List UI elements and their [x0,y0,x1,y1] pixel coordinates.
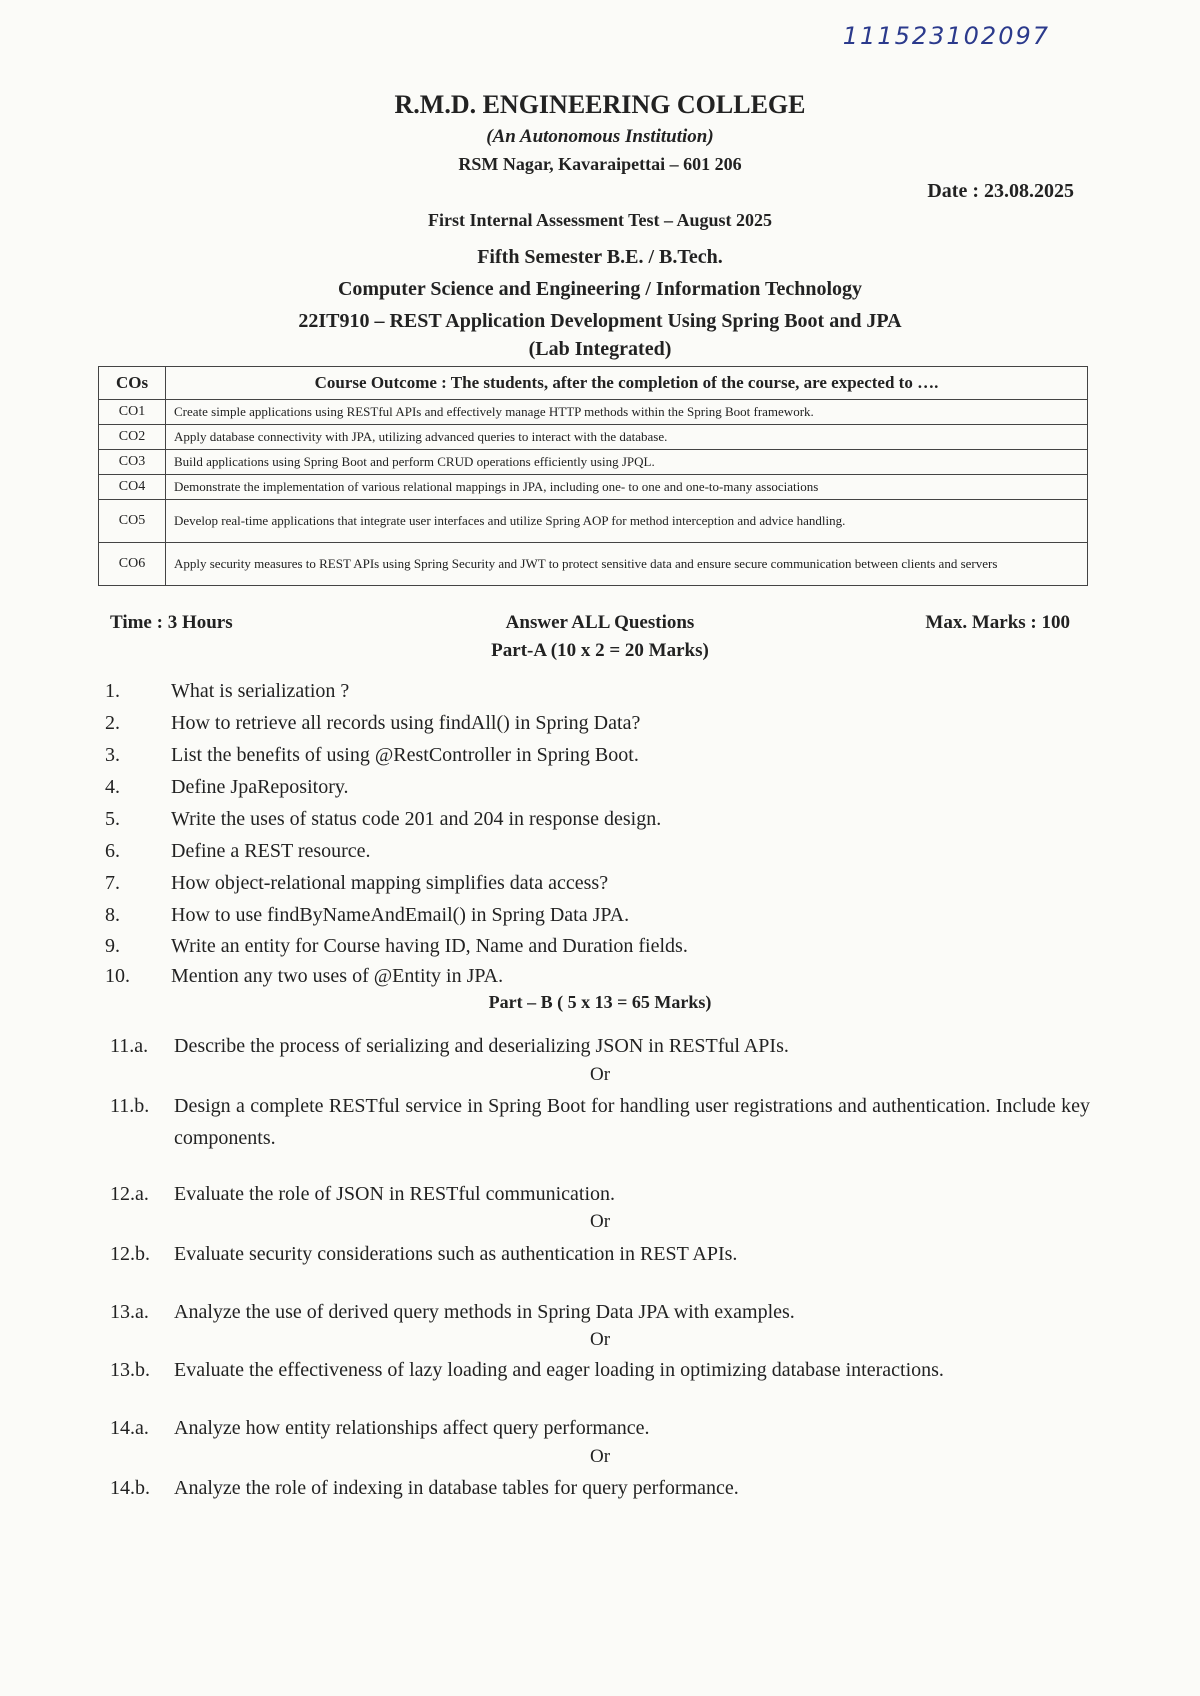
co-code: CO3 [99,450,166,475]
co-text: Develop real-time applications that integrate user interfaces and utilize Spring AOP for method interception and advice handling. [166,500,1088,543]
question-text: Evaluate the effectiveness of lazy loading and eager loading in optimizing database interactions. [174,1359,944,1381]
co-code: CO1 [99,400,166,425]
question-text: Describe the process of serializing and deserializing JSON in RESTful APIs. [174,1035,789,1057]
question-text: What is serialization ? [171,680,350,702]
question-text: How to retrieve all records using findAll() in Spring Data? [171,712,641,734]
or-separator: Or [589,1446,611,1467]
table-row [99,400,1088,425]
department: Computer Science and Engineering / Information Technology [337,278,863,300]
table-row [99,500,1088,543]
co-text: Demonstrate the implementation of various relational mappings in JPA, including one- to one and one-to-many associations [166,475,1088,500]
co-header-text: Course Outcome : The students, after the completion of the course, are expected to …. [166,367,1088,400]
question-number: 1. [105,680,120,702]
question-text: Write the uses of status code 201 and 204 in response design. [171,808,662,830]
co-code: CO5 [99,500,166,543]
exam-duration: Time : 3 Hours [110,612,233,633]
question-number: 14.a. [110,1417,149,1439]
course-title: 22IT910 – REST Application Development Using Spring Boot and JPA [298,310,902,332]
question-number: 9. [105,935,120,957]
co-text: Apply security measures to REST APIs using Spring Security and JWT to protect sensitive data and ensure secure communication between clients and servers [166,543,1088,586]
question-number: 12.b. [110,1243,150,1265]
question-number: 7. [105,872,120,894]
or-separator: Or [589,1064,611,1085]
question-number: 8. [105,904,120,926]
question-text: Define JpaRepository. [171,776,349,798]
or-separator: Or [589,1211,611,1232]
semester: Fifth Semester B.E. / B.Tech. [477,246,723,268]
co-code: CO6 [99,543,166,586]
question-text: Analyze the role of indexing in database tables for query performance. [174,1477,739,1499]
question-text: Design a complete RESTful service in Spring Boot for handling user registrations and authentication. Include key components. [174,1095,1090,1149]
question-text: List the benefits of using @RestController in Spring Boot. [171,744,639,766]
question-number: 5. [105,808,120,830]
or-separator: Or [589,1329,611,1350]
lab-note: (Lab Integrated) [528,338,672,360]
question-text: Analyze how entity relationships affect query performance. [174,1417,650,1439]
max-marks: Max. Marks : 100 [925,612,1070,633]
college-address: RSM Nagar, Kavaraipettai – 601 206 [458,154,742,174]
question-text: Write an entity for Course having ID, Name and Duration fields. [171,935,688,957]
question-number: 10. [105,965,130,987]
course-outcome-table [98,366,1088,586]
table-row [99,475,1088,500]
co-text: Apply database connectivity with JPA, utilizing advanced queries to interact with the database. [166,425,1088,450]
co-text: Build applications using Spring Boot and perform CRUD operations efficiently using JPQL. [166,450,1088,475]
question-text: Mention any two uses of @Entity in JPA. [171,965,504,987]
co-code: CO4 [99,475,166,500]
question-number: 12.a. [110,1183,149,1205]
question-number: 4. [105,776,120,798]
exam-date: Date : 23.08.2025 [927,180,1074,202]
handwritten-register-number: 111523102097 [842,22,1050,50]
co-text: Create simple applications using RESTful APIs and effectively manage HTTP methods within the Spring Boot framework. [166,400,1088,425]
table-row [99,450,1088,475]
question-number: 3. [105,744,120,766]
question-number: 13.a. [110,1301,149,1323]
institution-status: (An Autonomous Institution) [486,126,714,147]
college-name: R.M.D. ENGINEERING COLLEGE [394,90,806,119]
question-text: Evaluate security considerations such as authentication in REST APIs. [174,1243,738,1265]
table-row [99,543,1088,586]
table-row [99,425,1088,450]
question-text: Evaluate the role of JSON in RESTful communication. [174,1183,616,1205]
question-number: 6. [105,840,120,862]
question-number: 11.b. [110,1095,150,1117]
question-text: How object-relational mapping simplifies data access? [171,872,609,894]
question-text: Analyze the use of derived query methods in Spring Data JPA with examples. [174,1301,795,1323]
question-number: 13.b. [110,1359,150,1381]
question-number: 11.a. [110,1035,149,1057]
co-code: CO2 [99,425,166,450]
question-text: Define a REST resource. [171,840,371,862]
exam-instruction: Answer ALL Questions [505,612,695,633]
question-number: 14.b. [110,1477,150,1499]
part-b-title: Part – B ( 5 x 13 = 65 Marks) [488,992,712,1012]
co-header-code: COs [99,367,166,400]
question-text: How to use findByNameAndEmail() in Spring Data JPA. [171,904,630,926]
test-title: First Internal Assessment Test – August 2025 [427,210,773,230]
part-a-title: Part-A (10 x 2 = 20 Marks) [491,640,709,661]
question-number: 2. [105,712,120,734]
